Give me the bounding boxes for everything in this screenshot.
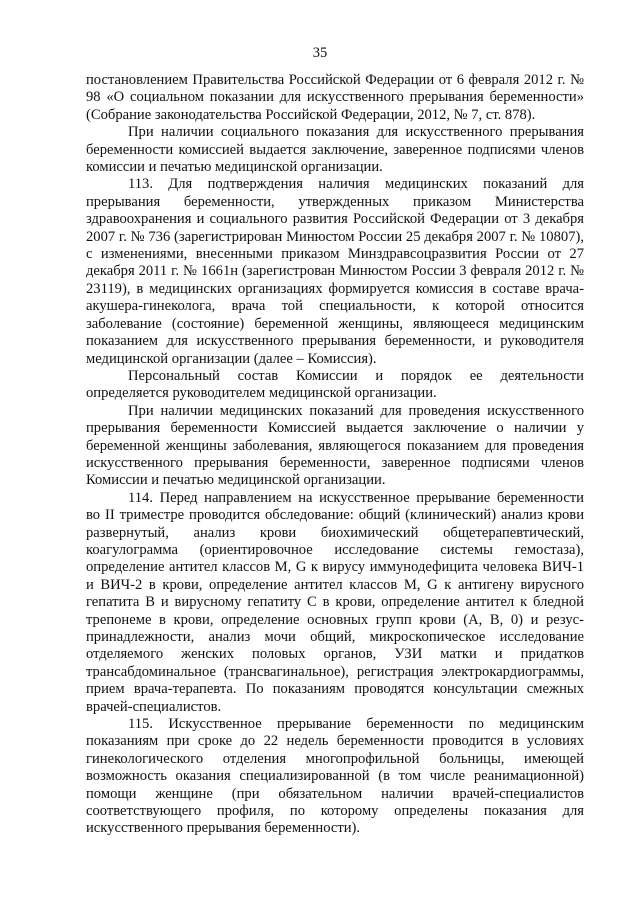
paragraph-115-hospital-conditions: 115. Искусственное прерывание беременности по медицинским показаниям при сроке до 22 недель беременности проводится в условиях гинекологического отделения многопрофильной больницы, имеющей возможность оказания специализированной (в том числе реанимационной) помощи женщине (при обязательном наличии врачей-специалистов соответствующего профиля, по которому определены показания для искусственного прерывания беременности). — [86, 716, 584, 837]
page-number: 35 — [312, 45, 328, 61]
paragraph-113-commission: 113. Для подтверждения наличия медицинских показаний для прерывания беременности, утвержденных приказом Министерства здравоохранения и социального развития Российской Федерации от 3 декабря 2007 г. № 736 (зарегистрирован Минюстом России 25 декабря 2007 г. № 10807), с изменениями, внесенными приказом Минздравсоцразвития России от 27 декабря 2011 г. № 1661н (зарегистрован Минюстом России 3 февраля 2012 г. № 23119), в медицинских организациях формируется комиссия в составе врача-акушера-гинеколога, врача той специальности, к которой относится заболевание (состояние) беременной женщины, являющееся медицинским показанием для искусственного прерывания беременности, и руководителя медицинской организации (далее – Комиссия). — [86, 176, 584, 367]
paragraph-social-indication-conclusion: При наличии социального показания для искусственного прерывания беременности комиссией выдается заключение, заверенное подписями членов комиссии и печатью медицинской организации. — [86, 124, 584, 176]
paragraph-114-examination: 114. Перед направлением на искусственное прерывание беременности во II триместре проводится обследование: общий (клинический) анализ крови развернутый, анализ крови биохимический общетерапевтический, коагулограмма (ориентировочное исследование системы гемостаза), определение антител классов M, G к вирусу иммунодефицита человека ВИЧ-1 и ВИЧ-2 в крови, определение антител классов M, G к антигену вирусного гепатита B и вирусному гепатиту C в крови, определение антител к бледной трепонеме в крови, определение основных групп крови (A, B, 0) и резус-принадлежности, анализ мочи общий, микроскопическое исследование отделяемого женских половых органов, УЗИ матки и придатков трансабдоминальное (трансвагинальное), регистрация электрокардиограммы, прием врача-терапевта. По показаниям проводятся консультации смежных врачей-специалистов. — [86, 489, 584, 715]
paragraph-medical-indication-conclusion: При наличии медицинских показаний для проведения искусственного прерывания беременности Комиссией выдается заключение о наличии у беременной женщины заболевания, являющегося показанием для проведения искусственного прерывания беременности, заверенное подписями членов Комиссии и печатью медицинской организации. — [86, 402, 584, 489]
document-body — [86, 72, 584, 838]
paragraph-decree-reference: постановлением Правительства Российской Федерации от 6 февраля 2012 г. № 98 «О социальном показании для искусственного прерывания беременности» (Собрание законодательства Российской Федерации, 2012, № 7, ст. 878). — [86, 72, 584, 123]
paragraph-commission-composition: Персональный состав Комиссии и порядок ее деятельности определяется руководителем медицинской организации. — [86, 367, 584, 402]
